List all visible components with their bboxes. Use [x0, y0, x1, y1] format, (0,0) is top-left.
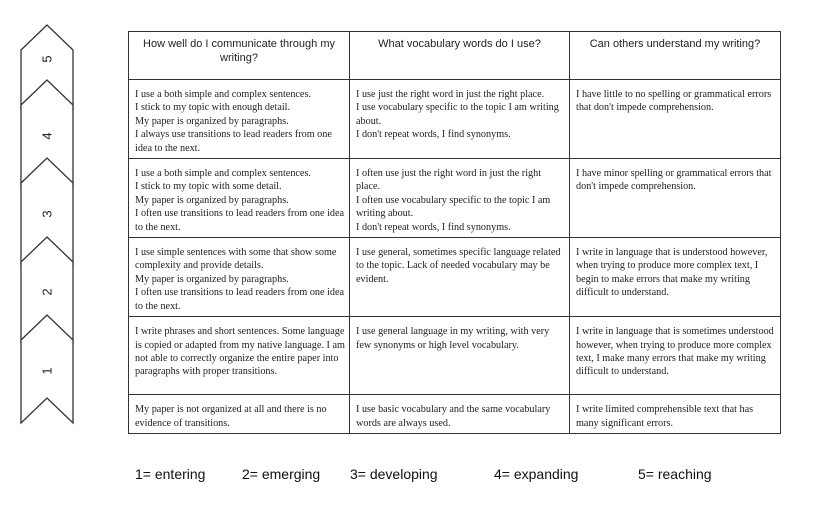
rubric-cell-line: I use a both simple and complex sentences.	[135, 89, 311, 100]
rubric-cell-line: I use vocabulary specific to the topic I am writing about.	[356, 102, 559, 127]
rubric-cell-line: I use general, sometimes specific language related to the topic. Lack of needed vocabulary may be evident.	[356, 247, 561, 285]
rubric-cell-vocabulary	[350, 317, 570, 395]
legend-item-2: 2= emerging	[242, 466, 321, 482]
rubric-row-level-2	[129, 317, 781, 395]
rubric-cell-line: I often use just the right word in just the right place.	[356, 168, 542, 193]
header-communication: How well do I communicate through my writing?	[129, 32, 350, 80]
rubric-row-level-1	[129, 395, 781, 434]
rubric-cell-understanding	[570, 238, 781, 317]
rubric-cell-line: I stick to my topic with enough detail.	[135, 102, 291, 114]
rubric-cell-line: I use general language in my writing, with very few synonyms or high level vocabulary.	[356, 326, 550, 351]
rubric-cell-line: I don't repeat words, I find synonyms.	[356, 129, 511, 141]
rubric-cell-line: I use simple sentences with some that show some complexity and provide details.	[135, 247, 337, 272]
rubric-cell-line: I use basic vocabulary and the same vocabulary words are always used.	[356, 404, 551, 429]
rubric-cell-line: I don't repeat words, I find synonyms.	[356, 221, 511, 233]
rubric-cell-line: My paper is not organized at all and there is no evidence of transitions.	[135, 404, 327, 429]
rubric-cell-vocabulary	[350, 80, 570, 159]
rubric-header-row	[129, 32, 781, 80]
rubric-cell-line: I write in language that is understood however, when trying to produce more complex text, I begin to make errors that make my writing difficult to understand.	[576, 247, 768, 299]
level-label-5: 5	[39, 55, 55, 63]
rubric-cell-communication	[129, 159, 350, 238]
rubric-cell-communication	[129, 395, 350, 434]
rubric-cell-understanding	[570, 159, 781, 238]
rubric-cell-vocabulary	[350, 159, 570, 238]
level-label-1: 1	[39, 367, 55, 375]
rubric-cell-understanding	[570, 317, 781, 395]
rubric-cell-line: I often use transitions to lead readers from one idea to the next.	[135, 208, 345, 233]
rubric-row-level-3	[129, 238, 781, 317]
legend-item-3: 3= developing	[350, 466, 438, 482]
rubric-cell-line: I stick to my topic with some detail.	[135, 181, 282, 193]
rubric-cell-line: I write in language that is sometimes understood however, when trying to produce more complex text, I make many errors that make my writing difficult to understand.	[576, 326, 774, 378]
rubric-cell-vocabulary	[350, 395, 570, 434]
level-label-2: 2	[39, 288, 55, 296]
legend-item-1: 1= entering	[135, 466, 206, 482]
rubric-cell-communication	[129, 80, 350, 159]
rubric-row-level-4	[129, 159, 781, 238]
rubric-cell-communication	[129, 317, 350, 395]
rubric-cell-vocabulary	[350, 238, 570, 317]
level-label-4: 4	[39, 132, 55, 140]
header-vocabulary: What vocabulary words do I use?	[350, 32, 570, 80]
rubric-cell-line: I have minor spelling or grammatical errors that don't impede comprehension.	[576, 168, 772, 193]
level-arrows	[0, 0, 100, 515]
header-understanding: Can others understand my writing?	[570, 32, 781, 80]
rubric-row-level-5	[129, 80, 781, 159]
rubric-cell-line: My paper is organized by paragraphs.	[135, 115, 289, 127]
rubric-cell-line: My paper is organized by paragraphs.	[135, 194, 289, 206]
rubric-table	[128, 31, 781, 434]
legend-item-4: 4= expanding	[494, 466, 579, 482]
rubric-cell-line: I write limited comprehensible text that has many significant errors.	[576, 404, 754, 429]
rubric-cell-line: I write phrases and short sentences. Some language is copied or adapted from my native language. I am not able to correctly organize the entire paper into paragraphs with proper transitions.	[135, 326, 345, 378]
rubric-cell-line: I often use vocabulary specific to the topic I am writing about.	[356, 194, 551, 220]
legend-item-5: 5= reaching	[638, 466, 712, 482]
rubric-cell-line: I use just the right word in just the right place.	[356, 89, 545, 100]
rubric-cell-communication	[129, 238, 350, 317]
rubric-cell-understanding	[570, 80, 781, 159]
rubric-cell-line: I often use transitions to lead readers from one idea to the next.	[135, 287, 345, 312]
rubric-cell-line: I always use transitions to lead readers from one idea to the next.	[135, 129, 332, 154]
level-legend	[0, 466, 813, 486]
level-label-3: 3	[39, 210, 55, 218]
rubric-cell-line: I use a both simple and complex sentences.	[135, 168, 311, 180]
rubric-cell-line: My paper is organized by paragraphs.	[135, 273, 289, 285]
rubric-cell-understanding	[570, 395, 781, 434]
rubric-cell-line: I have little to no spelling or grammatical errors that don't impede comprehension.	[576, 89, 772, 114]
